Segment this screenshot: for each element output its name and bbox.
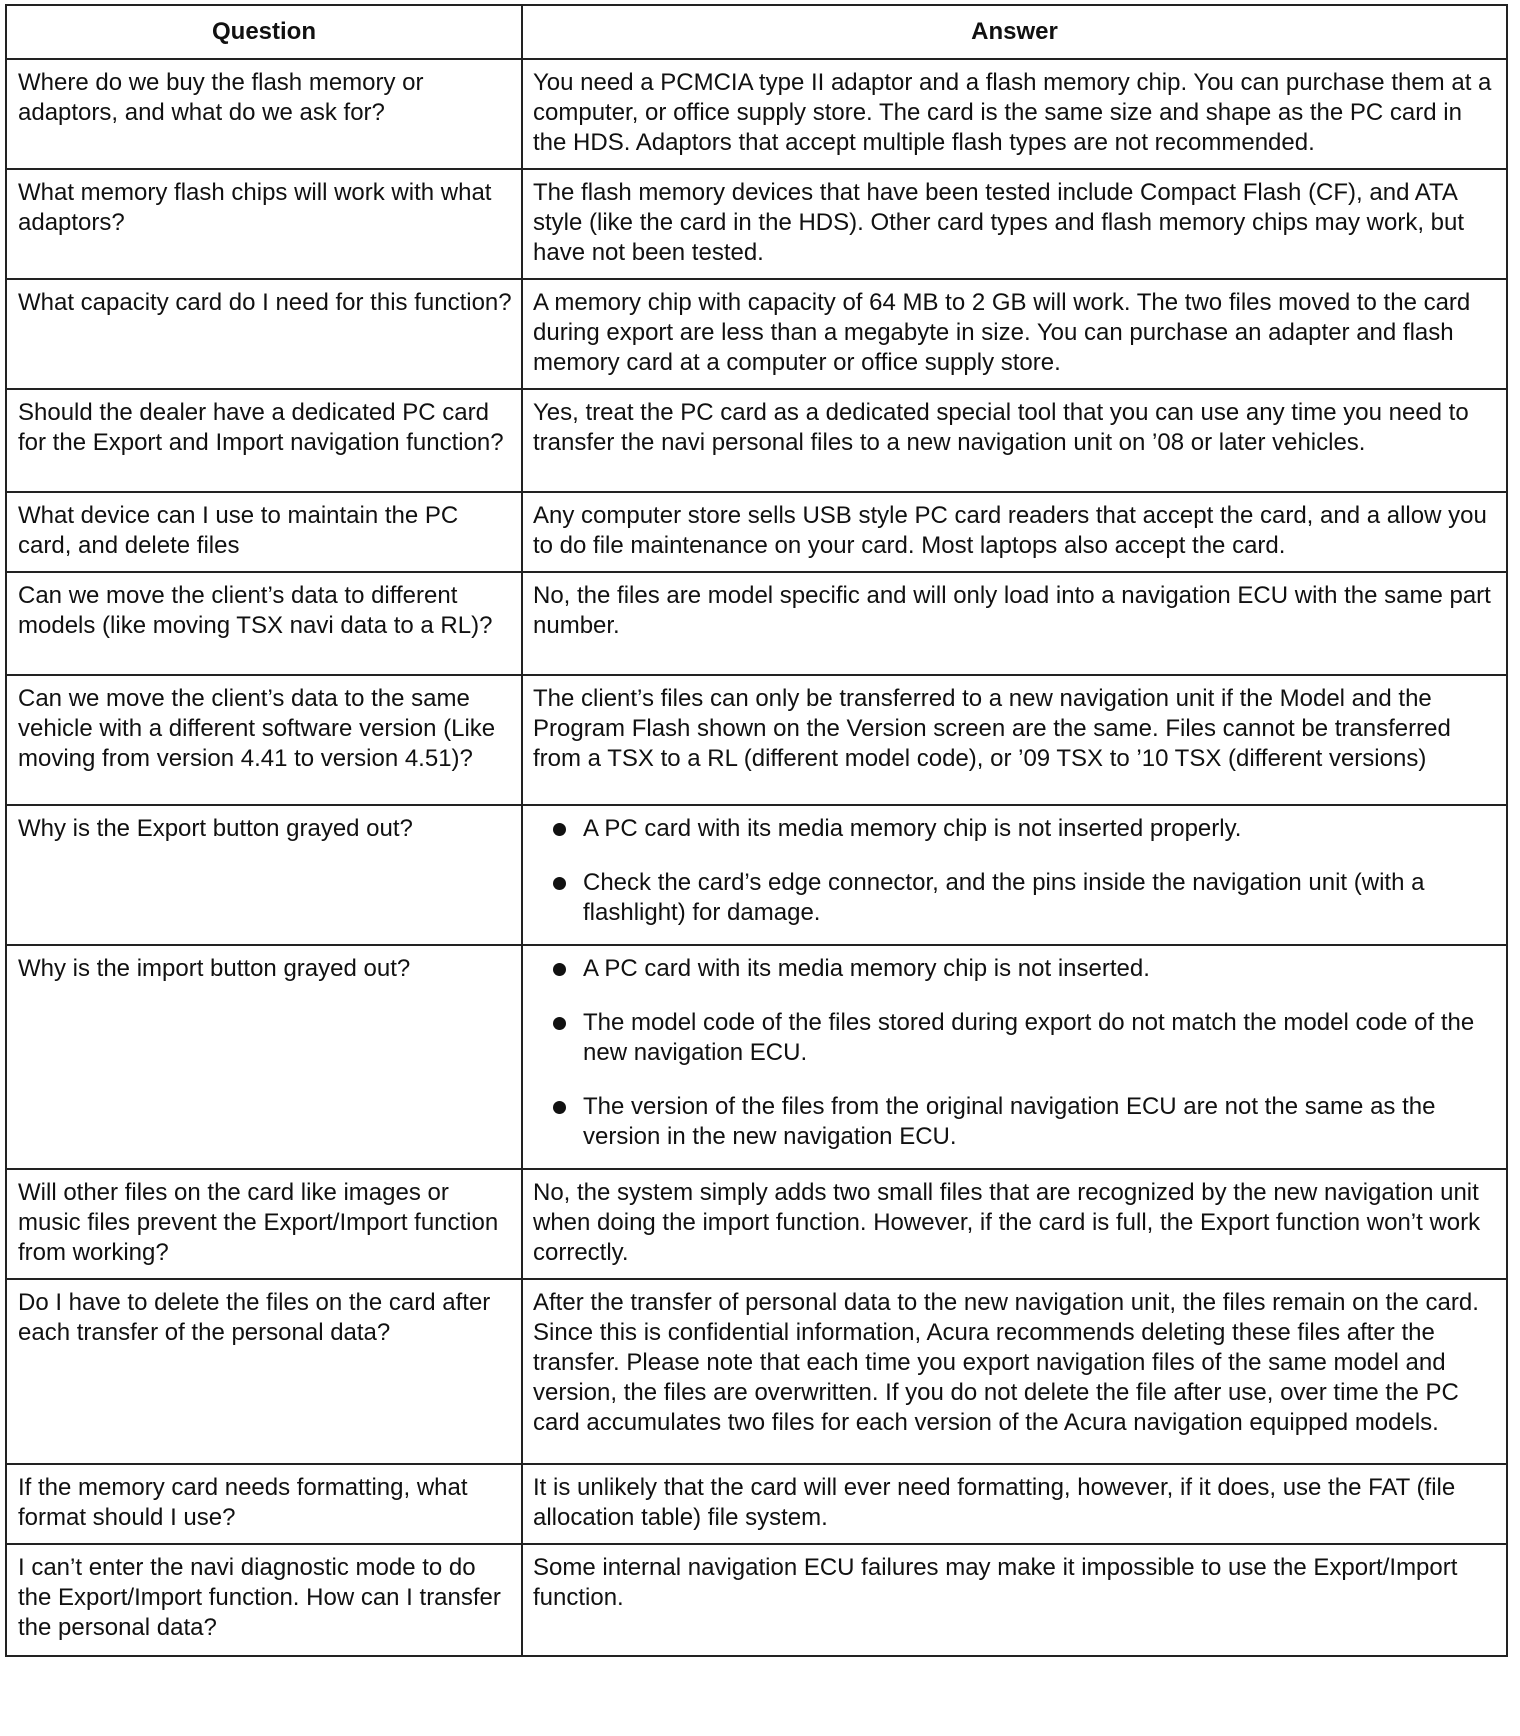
table-row <box>6 169 1507 279</box>
table-row <box>6 492 1507 572</box>
answer-cell <box>522 805 1507 945</box>
answer-cell: The client’s files can only be transferred to a new navigation unit if the Model and the Program Flash shown on the Version screen are the same. Files cannot be transferred from a TSX to a RL (different model code), or ’09 TSX to ’10 TSX (different versions) <box>522 675 1507 805</box>
list-item <box>533 1008 1498 1068</box>
answer-cell: No, the files are model specific and will only load into a navigation ECU with the same part number. <box>522 572 1507 675</box>
bullet-list <box>533 954 1498 1152</box>
list-item <box>533 954 1498 984</box>
question-cell: What capacity card do I need for this function? <box>6 279 522 389</box>
header-row <box>6 5 1507 59</box>
question-cell: If the memory card needs formatting, what format should I use? <box>6 1464 522 1544</box>
list-item <box>533 1092 1498 1152</box>
bullet-text: The version of the files from the original navigation ECU are not the same as the version in the new navigation ECU. <box>583 1093 1436 1150</box>
table-row <box>6 1169 1507 1279</box>
bullet-icon <box>553 877 566 890</box>
question-column-header: Question <box>6 5 522 59</box>
question-cell: Should the dealer have a dedicated PC card for the Export and Import navigation function? <box>6 389 522 492</box>
question-cell: I can’t enter the navi diagnostic mode to do the Export/Import function. How can I transfer the personal data? <box>6 1544 522 1656</box>
table-row <box>6 1544 1507 1656</box>
bullet-text: A PC card with its media memory chip is not inserted properly. <box>583 815 1242 842</box>
question-cell: Will other files on the card like images or music files prevent the Export/Import function from working? <box>6 1169 522 1279</box>
bullet-icon <box>553 1017 566 1030</box>
answer-cell: Some internal navigation ECU failures may make it impossible to use the Export/Import function. <box>522 1544 1507 1656</box>
table-row <box>6 59 1507 169</box>
question-cell: What memory flash chips will work with what adaptors? <box>6 169 522 279</box>
answer-column-header: Answer <box>522 5 1507 59</box>
table-row <box>6 279 1507 389</box>
bullet-list <box>533 814 1498 928</box>
table-row <box>6 805 1507 945</box>
table-row <box>6 945 1507 1169</box>
table-row <box>6 1464 1507 1544</box>
list-item <box>533 814 1498 844</box>
question-cell: Why is the Export button grayed out? <box>6 805 522 945</box>
list-item <box>533 868 1498 928</box>
table-row <box>6 572 1507 675</box>
question-cell: Can we move the client’s data to different models (like moving TSX navi data to a RL)? <box>6 572 522 675</box>
bullet-icon <box>553 1101 566 1114</box>
question-cell: Do I have to delete the files on the card after each transfer of the personal data? <box>6 1279 522 1464</box>
answer-cell <box>522 945 1507 1169</box>
question-cell: Can we move the client’s data to the same vehicle with a different software version (Like moving from version 4.41 to version 4.51)? <box>6 675 522 805</box>
answer-cell: The flash memory devices that have been tested include Compact Flash (CF), and ATA style (like the card in the HDS). Other card types and flash memory chips may work, but have not been tested. <box>522 169 1507 279</box>
bullet-text: A PC card with its media memory chip is not inserted. <box>583 955 1150 982</box>
table-row <box>6 1279 1507 1464</box>
bullet-icon <box>553 963 566 976</box>
faq-table-container <box>5 4 1506 1657</box>
question-cell: Why is the import button grayed out? <box>6 945 522 1169</box>
bullet-text: Check the card’s edge connector, and the pins inside the navigation unit (with a flashlight) for damage. <box>583 869 1425 926</box>
faq-table <box>5 4 1508 1657</box>
question-cell: What device can I use to maintain the PC card, and delete files <box>6 492 522 572</box>
bullet-icon <box>553 823 566 836</box>
answer-cell: A memory chip with capacity of 64 MB to 2 GB will work. The two files moved to the card during export are less than a megabyte in size. You can purchase an adapter and flash memory card at a computer or office supply store. <box>522 279 1507 389</box>
answer-cell: It is unlikely that the card will ever need formatting, however, if it does, use the FAT (file allocation table) file system. <box>522 1464 1507 1544</box>
answer-cell: You need a PCMCIA type II adaptor and a flash memory chip. You can purchase them at a computer, or office supply store. The card is the same size and shape as the PC card in the HDS. Adaptors that accept multiple flash types are not recommended. <box>522 59 1507 169</box>
question-cell: Where do we buy the flash memory or adaptors, and what do we ask for? <box>6 59 522 169</box>
answer-cell: Any computer store sells USB style PC card readers that accept the card, and a allow you to do file maintenance on your card. Most laptops also accept the card. <box>522 492 1507 572</box>
answer-cell: Yes, treat the PC card as a dedicated special tool that you can use any time you need to transfer the navi personal files to a new navigation unit on ’08 or later vehicles. <box>522 389 1507 492</box>
answer-cell: No, the system simply adds two small files that are recognized by the new navigation unit when doing the import function. However, if the card is full, the Export function won’t work correctly. <box>522 1169 1507 1279</box>
table-row <box>6 675 1507 805</box>
answer-cell: After the transfer of personal data to the new navigation unit, the files remain on the card. Since this is confidential information, Acura recommends deleting these files after the transfer. Please note that each time you export navigation files of the same model and version, the files are overwritten. If you do not delete the file after use, over time the PC card accumulates two files for each version of the Acura navigation equipped models. <box>522 1279 1507 1464</box>
table-row <box>6 389 1507 492</box>
bullet-text: The model code of the files stored during export do not match the model code of the new navigation ECU. <box>583 1009 1475 1066</box>
